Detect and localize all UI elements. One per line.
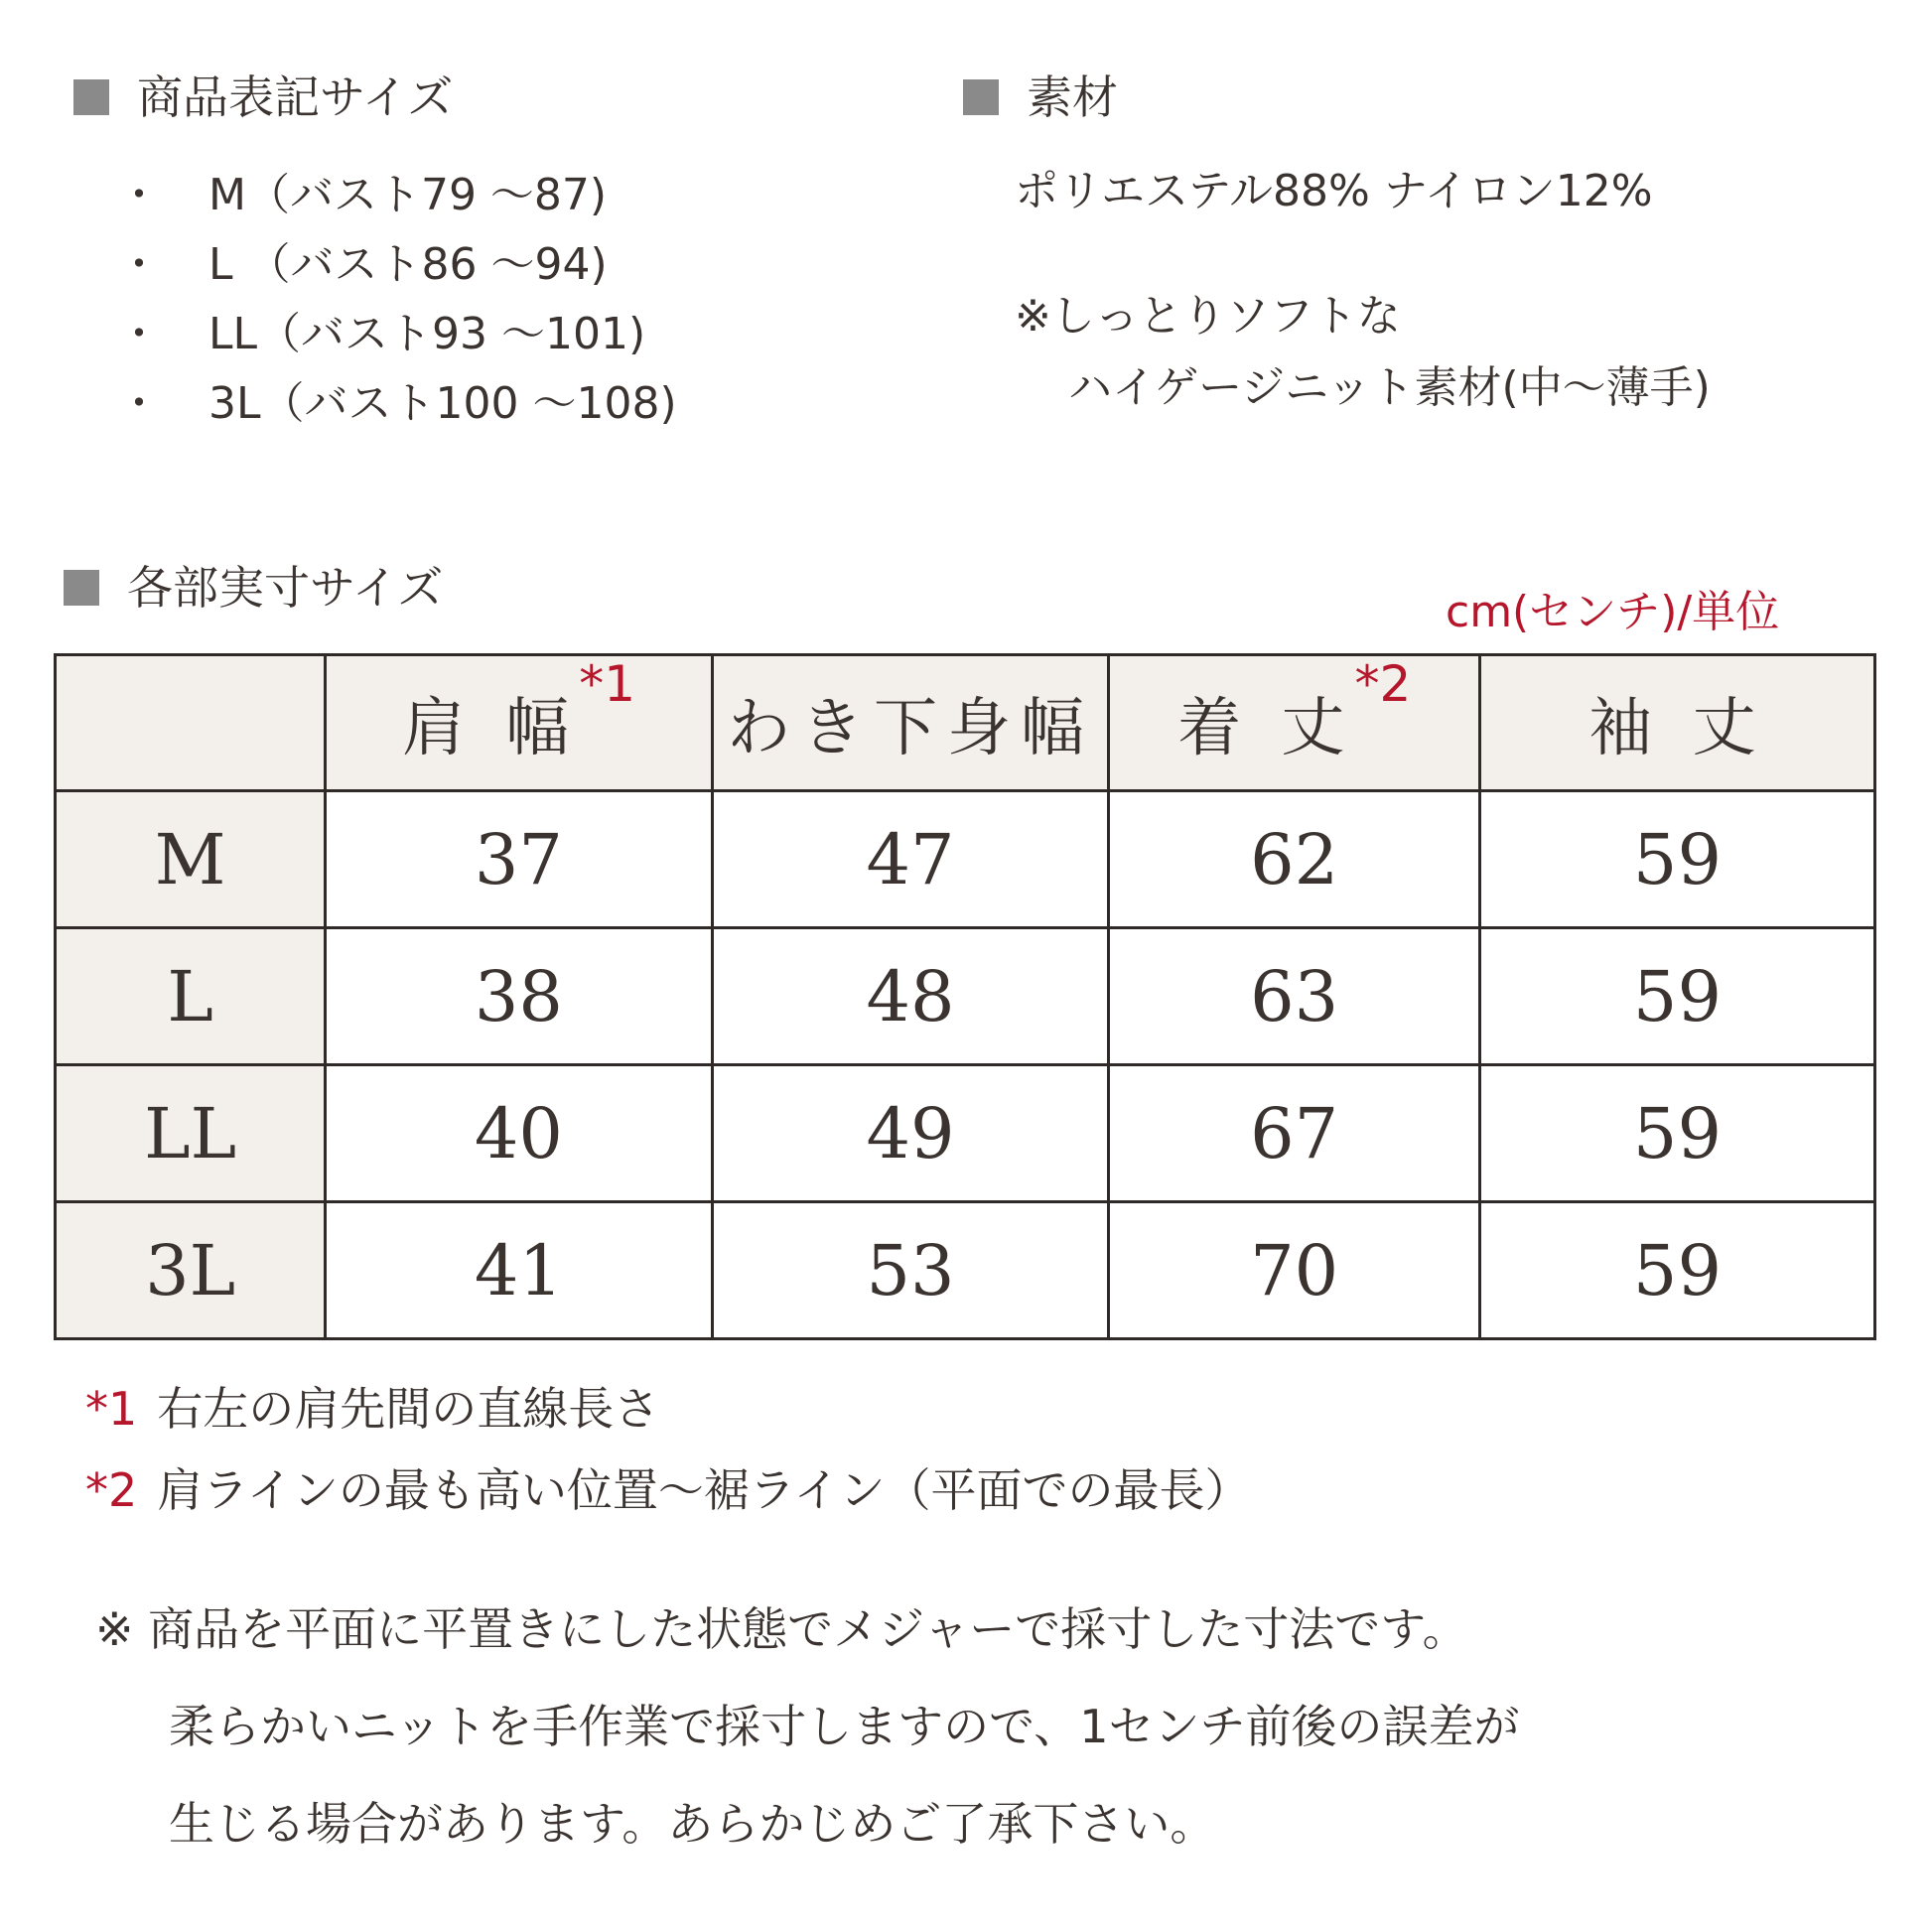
material-note-line2: ハイゲージニット素材(中～薄手) — [1068, 362, 1711, 413]
table-cell: 37 — [326, 791, 712, 928]
table-row — [56, 791, 1875, 928]
measurement-remark — [95, 1581, 1520, 1872]
footnotes — [85, 1368, 1251, 1531]
list-item — [69, 369, 677, 439]
table-cell: 41 — [326, 1202, 712, 1339]
footnote-mark: *2 — [85, 1463, 138, 1517]
table-cell: 59 — [1479, 1202, 1874, 1339]
table-cell: 59 — [1479, 1065, 1874, 1202]
table-cell: 63 — [1109, 928, 1479, 1065]
list-item — [69, 230, 677, 300]
list-item-text: M（バスト79 ～87) — [208, 170, 608, 220]
measure-heading-text: 各部実寸サイズ — [127, 561, 444, 615]
table-cell: 62 — [1109, 791, 1479, 928]
list-item — [69, 161, 677, 230]
table-header-row — [56, 655, 1875, 791]
table-row — [56, 1202, 1875, 1339]
row-size-label: 3L — [56, 1202, 326, 1339]
table-row — [56, 1065, 1875, 1202]
footnote-item — [85, 1368, 1251, 1449]
remark-line: 柔らかいニットを手作業で採寸しますので、1センチ前後の誤差が — [169, 1700, 1520, 1753]
row-size-label: M — [56, 791, 326, 928]
table-cell: 70 — [1109, 1202, 1479, 1339]
table-cell: 38 — [326, 928, 712, 1065]
material-note-line1: ※しっとりソフトな — [1015, 291, 1401, 342]
square-bullet-icon — [73, 79, 109, 115]
list-bullet: ・ — [117, 170, 161, 220]
row-size-label: L — [56, 928, 326, 1065]
remark-line: 生じる場合があります。あらかじめご了承下さい。 — [169, 1797, 1216, 1851]
label-size-heading-text: 商品表記サイズ — [137, 70, 454, 124]
footnote-mark: *1 — [85, 1382, 138, 1436]
list-item-text: L （バスト86 ～94) — [208, 239, 608, 290]
list-item — [69, 300, 677, 369]
list-item-text: LL（バスト93 ～101) — [208, 309, 646, 359]
material-heading — [963, 62, 1118, 127]
list-bullet: ・ — [117, 239, 161, 290]
square-bullet-icon — [963, 79, 999, 115]
list-bullet: ・ — [117, 378, 161, 429]
table-cell: 48 — [712, 928, 1109, 1065]
header-label: 肩 幅 — [401, 692, 580, 765]
footnote-item — [85, 1449, 1251, 1531]
table-cell: 40 — [326, 1065, 712, 1202]
list-bullet: ・ — [117, 309, 161, 359]
material-heading-text: 素材 — [1027, 70, 1118, 124]
list-item-text: 3L（バスト100 ～108) — [208, 378, 677, 429]
table-cell: 47 — [712, 791, 1109, 928]
row-size-label: LL — [56, 1065, 326, 1202]
measure-heading — [64, 552, 443, 618]
table-cell: 59 — [1479, 928, 1874, 1065]
table-cell: 59 — [1479, 791, 1874, 928]
footnote-mark: *2 — [1354, 655, 1412, 713]
header-cell-length — [1109, 655, 1479, 791]
header-cell-sleeve — [1479, 655, 1874, 791]
label-size-list — [69, 161, 677, 439]
header-label: 着 丈 — [1177, 692, 1355, 765]
footnote-text: 肩ラインの最も高い位置～裾ライン（平面での最長） — [157, 1463, 1251, 1517]
label-size-heading — [73, 62, 453, 127]
square-bullet-icon — [64, 570, 99, 606]
unit-label: cm(センチ)/単位 — [1446, 587, 1780, 637]
header-cell-chest — [712, 655, 1109, 791]
size-table — [54, 653, 1876, 1340]
table-cell: 53 — [712, 1202, 1109, 1339]
footnote-text: 右左の肩先間の直線長さ — [157, 1382, 660, 1436]
table-cell: 67 — [1109, 1065, 1479, 1202]
header-label: わき下身幅 — [727, 692, 1095, 765]
header-cell-empty — [56, 655, 326, 791]
material-composition: ポリエステル88% ナイロン12% — [1015, 166, 1653, 216]
remark-line: ※ 商品を平面に平置きにした状態でメジャーで採寸した寸法です。 — [95, 1602, 1468, 1656]
header-cell-shoulder — [326, 655, 712, 791]
table-cell: 49 — [712, 1065, 1109, 1202]
footnote-mark: *1 — [579, 655, 635, 713]
header-label: 袖 丈 — [1588, 692, 1766, 765]
table-row — [56, 928, 1875, 1065]
